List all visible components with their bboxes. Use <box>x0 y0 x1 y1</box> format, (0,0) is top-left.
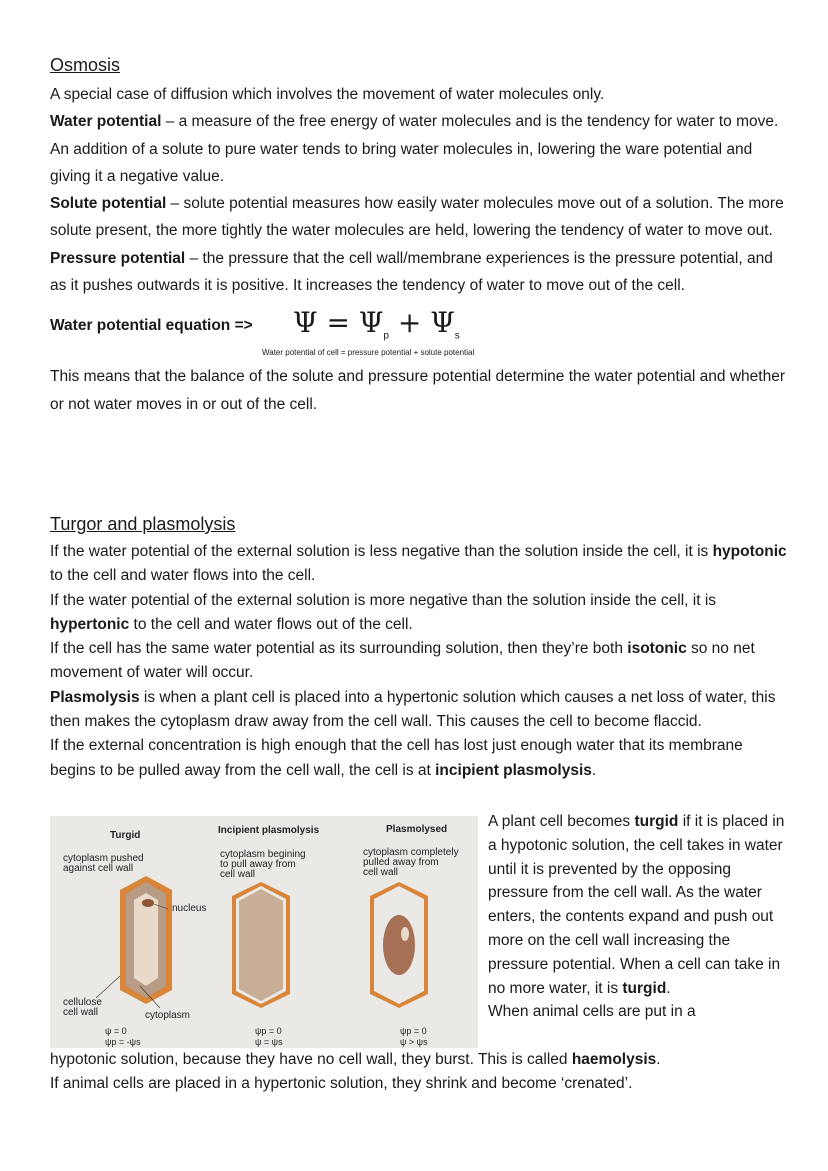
plasmolysed-cytoplasm <box>383 915 415 975</box>
osmosis-conclusion: This means that the balance of the solute and pressure potential determine the water potential and whether or not water moves in or out of the cell. <box>50 368 785 413</box>
haemolysis-text-a: hypotonic solution, because they have no cell wall, they burst. This is called <box>50 1051 572 1068</box>
turgid-cell <box>96 876 172 1008</box>
equation-psi-s: Ψ <box>430 306 455 340</box>
solute-potential-text: – solute potential measures how easily water molecules move out of a solution. The more solute present, the more tightly the water molecules are held, lowering the tendency of water to move out. <box>50 195 784 240</box>
pressure-potential-term: Pressure potential <box>50 249 186 267</box>
isotonic-term: isotonic <box>627 640 687 658</box>
incipient-title: Incipient plasmolysis <box>218 825 320 836</box>
incipient-paragraph <box>50 734 790 783</box>
incipient-text-a: If the external concentration is high enough that the cell has lost just enough water that its membrane begins to be pulled away from the cell wall, the cell is at <box>50 737 743 779</box>
plasmolysed-eq-1: ψp = 0 <box>400 1026 427 1036</box>
haemolysis-paragraph <box>50 1048 790 1072</box>
equation-sub-s: s <box>454 330 460 342</box>
hypertonic-text-a: If the water potential of the external solution is more negative than the solution inside the cell, it is <box>50 591 717 609</box>
plasmolysed-title: Plasmolysed <box>386 824 448 835</box>
wall-label-1: cellulose <box>63 997 102 1008</box>
turgid-paragraph <box>488 810 788 1000</box>
plasmolysed-eq-2: ψ > ψs <box>400 1037 428 1047</box>
incipient-cell <box>232 882 290 1008</box>
equation-psi-p: Ψ <box>358 306 384 340</box>
wall-label-2: cell wall <box>63 1007 99 1018</box>
isotonic-paragraph <box>50 637 790 686</box>
incipient-term: incipient plasmolysis <box>435 761 592 779</box>
equation-row <box>50 303 790 347</box>
turgid-title: Turgid <box>110 830 141 841</box>
hypotonic-paragraph <box>50 540 790 589</box>
hypotonic-term: hypotonic <box>712 543 787 560</box>
haemolysis-term: haemolysis <box>571 1051 657 1068</box>
hypertonic-text-b: to the cell and water flows out of the cell. <box>129 615 413 633</box>
turgid-vacuole <box>134 893 158 986</box>
equation-psi: Ψ <box>293 306 318 340</box>
turgor-heading: Turgor and plasmolysis <box>50 514 236 534</box>
incipient-eq-1: ψp = 0 <box>255 1026 282 1036</box>
plasmolysis-figure <box>50 816 478 1048</box>
turgid-note-1: cytoplasm pushed <box>63 853 144 864</box>
hypertonic-paragraph <box>50 589 790 638</box>
isotonic-text-b: so no net movement of water will occur. <box>50 640 755 682</box>
incipient-eq-2: ψ = ψs <box>255 1037 283 1047</box>
turgid-note-2: against cell wall <box>63 863 134 874</box>
cytoplasm-label: cytoplasm <box>145 1010 191 1021</box>
incipient-text-b: . <box>591 761 597 779</box>
incipient-note-2: to pull away from <box>220 859 296 870</box>
pressure-potential-definition <box>50 245 790 300</box>
turgid-text-c: . <box>666 979 671 997</box>
equation-plus: + <box>388 306 431 340</box>
hypotonic-text-a: If the water potential of the external solution is less negative than the solution inside the cell, it is <box>50 543 713 560</box>
water-potential-text: – a measure of the free energy of water molecules and is the tendency for water to move. An addition of a solute to pure water tends to bring water molecules in, lowering the ware potential and giving it a negative value. <box>50 113 779 185</box>
plasmolysis-paragraph <box>50 686 790 735</box>
turgor-section <box>50 512 790 783</box>
equation-sub-p: p <box>383 330 389 342</box>
osmosis-section <box>50 53 790 418</box>
nucleus-label: nucleus <box>172 903 207 914</box>
incipient-note-3: cell wall <box>220 869 256 880</box>
turgid-nucleus <box>142 899 154 907</box>
water-potential-definition <box>50 108 790 190</box>
water-potential-term: Water potential <box>50 113 162 131</box>
plasmolysis-term: Plasmolysis <box>50 688 140 706</box>
plasmolysed-nucleus <box>401 927 409 941</box>
hypertonic-term: hypertonic <box>50 615 130 633</box>
turgid-text-a: A plant cell becomes <box>488 813 635 830</box>
wall-pointer <box>96 976 120 998</box>
haemolysis-text-b: . <box>656 1051 661 1068</box>
plasmolysed-note-3: cell wall <box>363 867 399 878</box>
water-potential-equation <box>293 303 460 357</box>
solute-potential-definition <box>50 190 790 245</box>
turgid-eq-2: ψp = -ψs <box>105 1037 141 1047</box>
solute-potential-term: Solute potential <box>50 195 167 213</box>
incipient-cytoplasm <box>239 889 283 1001</box>
osmosis-heading: Osmosis <box>50 55 121 75</box>
isotonic-text-a: If the cell has the same water potential as its surrounding solution, then they’re both <box>50 640 628 658</box>
equation-caption: Water potential of cell = pressure potential + solute potential <box>262 348 475 358</box>
crenated-paragraph: If animal cells are placed in a hypertonic solution, they shrink and become ‘crenated’. <box>50 1075 633 1092</box>
plasmolysis-text: is when a plant cell is placed into a hypertonic solution which causes a net loss of water, this then makes the cytoplasm draw away from the cell wall. This causes the cell to become flaccid. <box>50 688 776 731</box>
pressure-potential-text: – the pressure that the cell wall/membrane experiences is the pressure potential, and as it pushes outwards it is positive. It increases the tendency of water to move out of the cell. <box>50 249 773 295</box>
hypotonic-text-b: to the cell and water flows into the cell. <box>50 567 316 585</box>
turgid-term-2: turgid <box>622 979 667 997</box>
plasmolysed-note-2: pulled away from <box>363 857 439 868</box>
turgid-eq-1: ψ = 0 <box>105 1026 127 1036</box>
osmosis-intro: A special case of diffusion which involves the movement of water molecules only. <box>50 86 605 103</box>
plasmolysed-note-1: cytoplasm completely <box>363 847 459 858</box>
incipient-note-1: cytoplasm begining <box>220 849 306 860</box>
equation-equals: = <box>317 306 359 340</box>
plasmolysed-cell <box>370 882 428 1008</box>
animal-cells-section <box>50 1048 790 1096</box>
turgid-term-1: turgid <box>634 813 679 830</box>
animal-cells-lead: When animal cells are put in a <box>488 1003 696 1021</box>
equation-label: Water potential equation => <box>50 317 253 335</box>
turgid-explanation <box>488 810 788 1024</box>
turgid-text-b: if it is placed in a hypotonic solution, the cell takes in water until it is prevented by the opposing pressure from the cell wall. As the water enters, the contents expand and push out more on the cell wall increasing the pressure potential. When a cell can take in no more water, it is <box>488 813 785 997</box>
